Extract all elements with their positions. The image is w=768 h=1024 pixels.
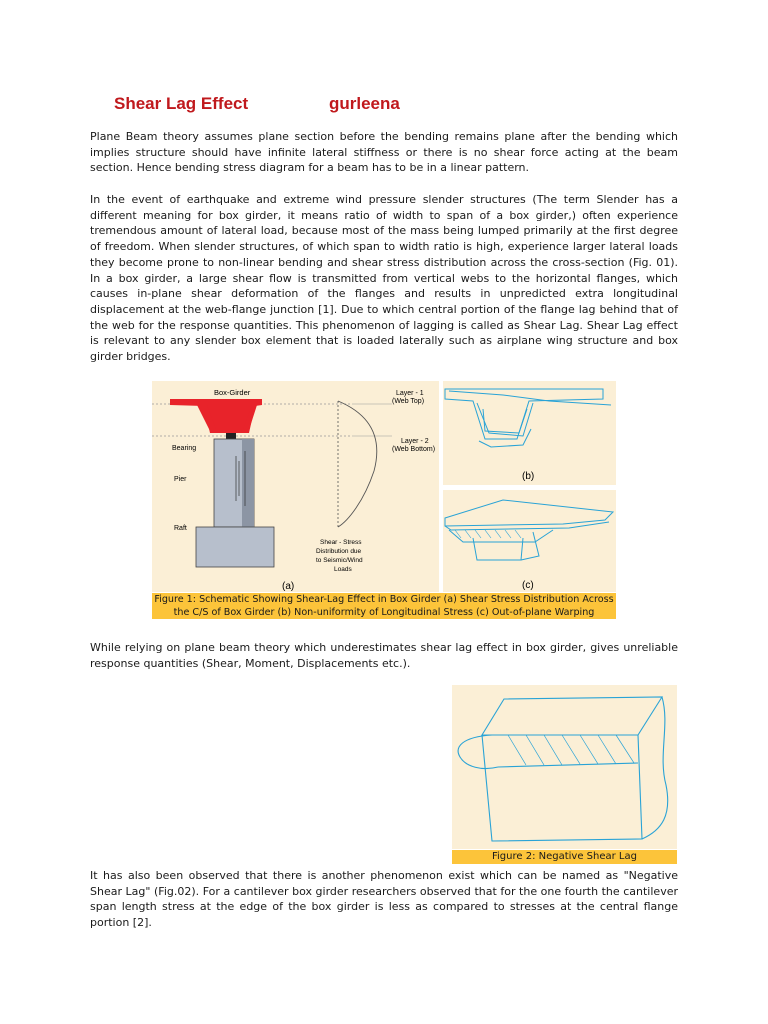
label-box-girder: Box-Girder — [214, 388, 251, 397]
label-layer2: Layer - 2 — [401, 438, 429, 445]
label-layer1: Layer - 1 — [396, 390, 424, 397]
page-title — [114, 94, 400, 114]
label-shear-3: to Seismic/Wind — [316, 557, 363, 564]
label-pier: Pier — [174, 476, 187, 483]
figure2-panel — [452, 685, 677, 849]
figure1-panel-b — [443, 381, 616, 485]
figure2-diagram — [452, 685, 677, 849]
paragraph-plane-beam-limitations: While relying on plane beam theory which underestimates shear lag effect in box girder, gives unreliable response quantities (Shear, Moment, Displacements etc.). — [90, 641, 678, 670]
label-shear-1: Shear - Stress — [320, 539, 362, 546]
figure1-diagram-c — [443, 490, 616, 592]
figure1-panel-a — [152, 381, 439, 592]
label-bearing: Bearing — [172, 445, 197, 452]
label-shear-4: Loads — [334, 566, 352, 573]
figure1-diagram-b — [443, 381, 616, 485]
author-name: gurleena — [329, 94, 400, 113]
paragraph-slender-structures: In the event of earthquake and extreme wind pressure slender structures (The term Slender has a different meaning for box girder, it means ratio of width to span of a box girder,) often experience tremendous amount of lateral load, because most of the mass being lumped primarily at the first degree of freedom. When slender structures, of which span to width ratio is high, experience larger lateral loads they become prone to non-linear bending and shear stress distribution across the cross-section (Fig. 01). In a box girder, a large shear flow is transmitted from vertical webs to the horizontal flanges, which causes in-plane shear deformation of the flanges and results in unpredicted extra longitudinal displacement at the web-flange junction [1]. Due to which central portion of the flange lag behind that of the web for the response quantities. This phenomenon of lagging is called as Shear Lag. Shear Lag effect is relevant to any slender box element that is loaded laterally such as airplane wing structure and box girder bridges. — [90, 193, 678, 364]
paragraph-plane-beam-theory: Plane Beam theory assumes plane section before the bending remains plane after the bending which implies structure should have infinite lateral stiffness or there is no shear force acting at the beam section. Hence bending stress diagram for a beam has to be in a linear pattern. — [90, 130, 678, 175]
figure2-caption: Figure 2: Negative Shear Lag — [452, 850, 677, 864]
label-layer2-sub: (Web Bottom) — [392, 446, 436, 453]
figure1-panel-c — [443, 490, 616, 592]
paragraph-negative-shear-lag: It has also been observed that there is another phenomenon exist which can be named as "Negative Shear Lag" (Fig.02). For a cantilever box girder researchers observed that for the one fourth the cantilever span length stress at the edge of the box girder is less as compared to stresses at the central flange portion [2]. — [90, 869, 678, 930]
label-c: (c) — [522, 580, 534, 591]
figure1-caption: Figure 1: Schematic Showing Shear-Lag Effect in Box Girder (a) Shear Stress Distribution Across the C/S of Box Girder (b) Non-uniformity of Longitudinal Stress (c) Out-of-plane Warping — [152, 593, 616, 619]
label-raft: Raft — [174, 525, 187, 532]
label-shear-2: Distribution due — [316, 548, 362, 555]
label-layer1-sub: (Web Top) — [392, 398, 425, 405]
label-b: (b) — [522, 471, 535, 482]
figure1-diagram-a — [152, 381, 439, 592]
document-title: Shear Lag Effect — [114, 94, 249, 113]
label-a: (a) — [282, 581, 295, 592]
